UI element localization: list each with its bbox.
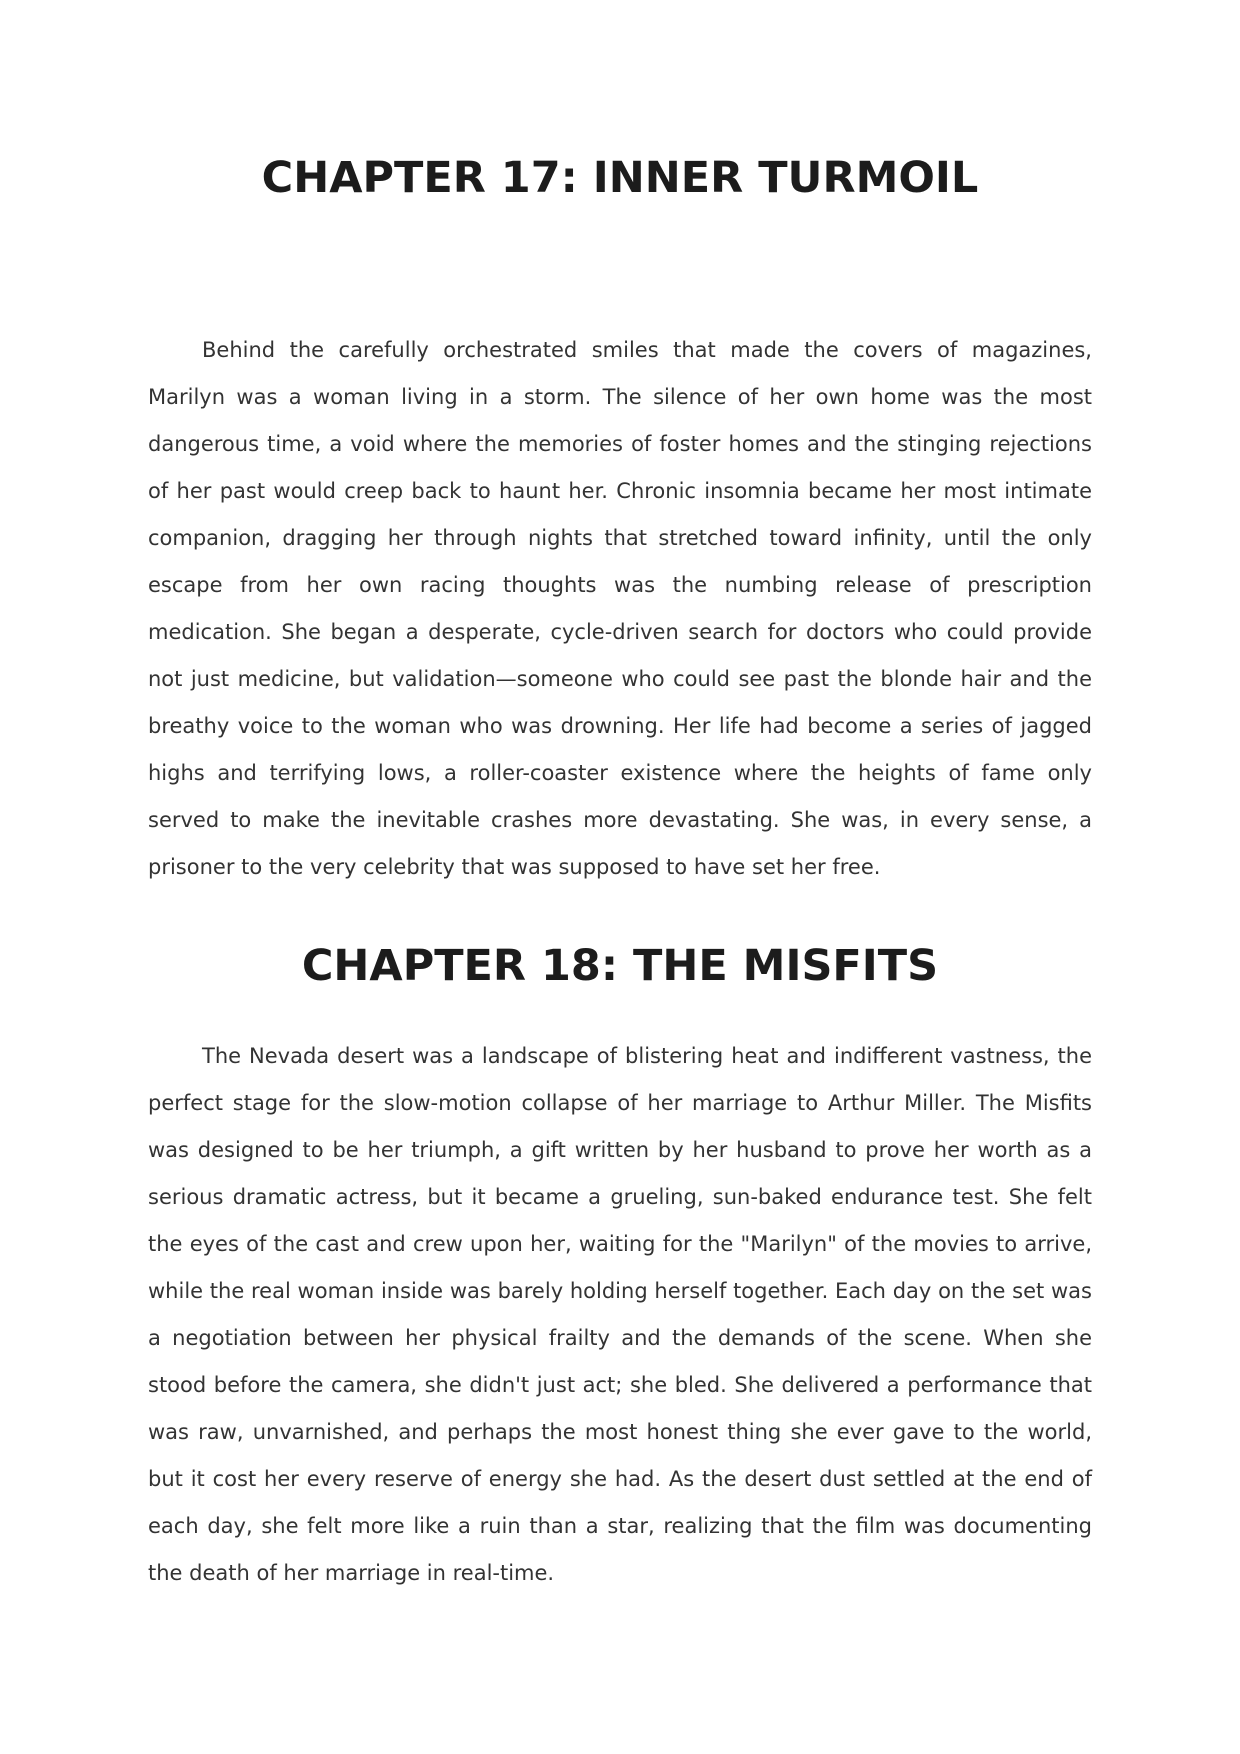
chapter-18-paragraph: The Nevada desert was a landscape of blistering heat and indifferent vastness, the perfect stage for the slow-motion collapse of her marriage to Arthur Miller. The Misfits was designed to be her triumph, a gift written by her husband to prove her worth as a serious dramatic actress, but it became a grueling, sun-baked endurance test. She felt the eyes of the cast and crew upon her, waiting for the "Marilyn" of the movies to arrive, while the real woman inside was barely holding herself together. Each day on the set was a negotiation between her physical frailty and the demands of the scene. When she stood before the camera, she didn't just act; she bled. She delivered a performance that was raw, unvarnished, and perhaps the most honest thing she ever gave to the world, but it cost her every reserve of energy she had. As the desert dust settled at the end of each day, she felt more like a ruin than a star, realizing that the film was documenting the death of her marriage in real-time. (148, 1044, 1092, 1585)
chapter-17-title: CHAPTER 17: INNER TURMOIL (261, 153, 979, 203)
chapter-17-paragraph: Behind the carefully orchestrated smiles that made the covers of magazines, Marilyn was a woman living in a storm. The silence of her own home was the most dangerous time, a void where the memories of foster homes and the stinging rejections of her past would creep back to haunt her. Chronic insomnia became her most intimate companion, dragging her through nights that stretched toward infinity, until the only escape from her own racing thoughts was the numbing release of prescription medication. She began a desperate, cycle-driven search for doctors who could provide not just medicine, but validation—someone who could see past the blonde hair and the breathy voice to the woman who was drowning. Her life had become a series of jagged highs and terrifying lows, a roller-coaster existence where the heights of fame only served to make the inevitable crashes more devastating. She was, in every sense, a prisoner to the very celebrity that was supposed to have set her free. (148, 338, 1092, 879)
chapter-18-title: CHAPTER 18: THE MISFITS (301, 941, 939, 991)
